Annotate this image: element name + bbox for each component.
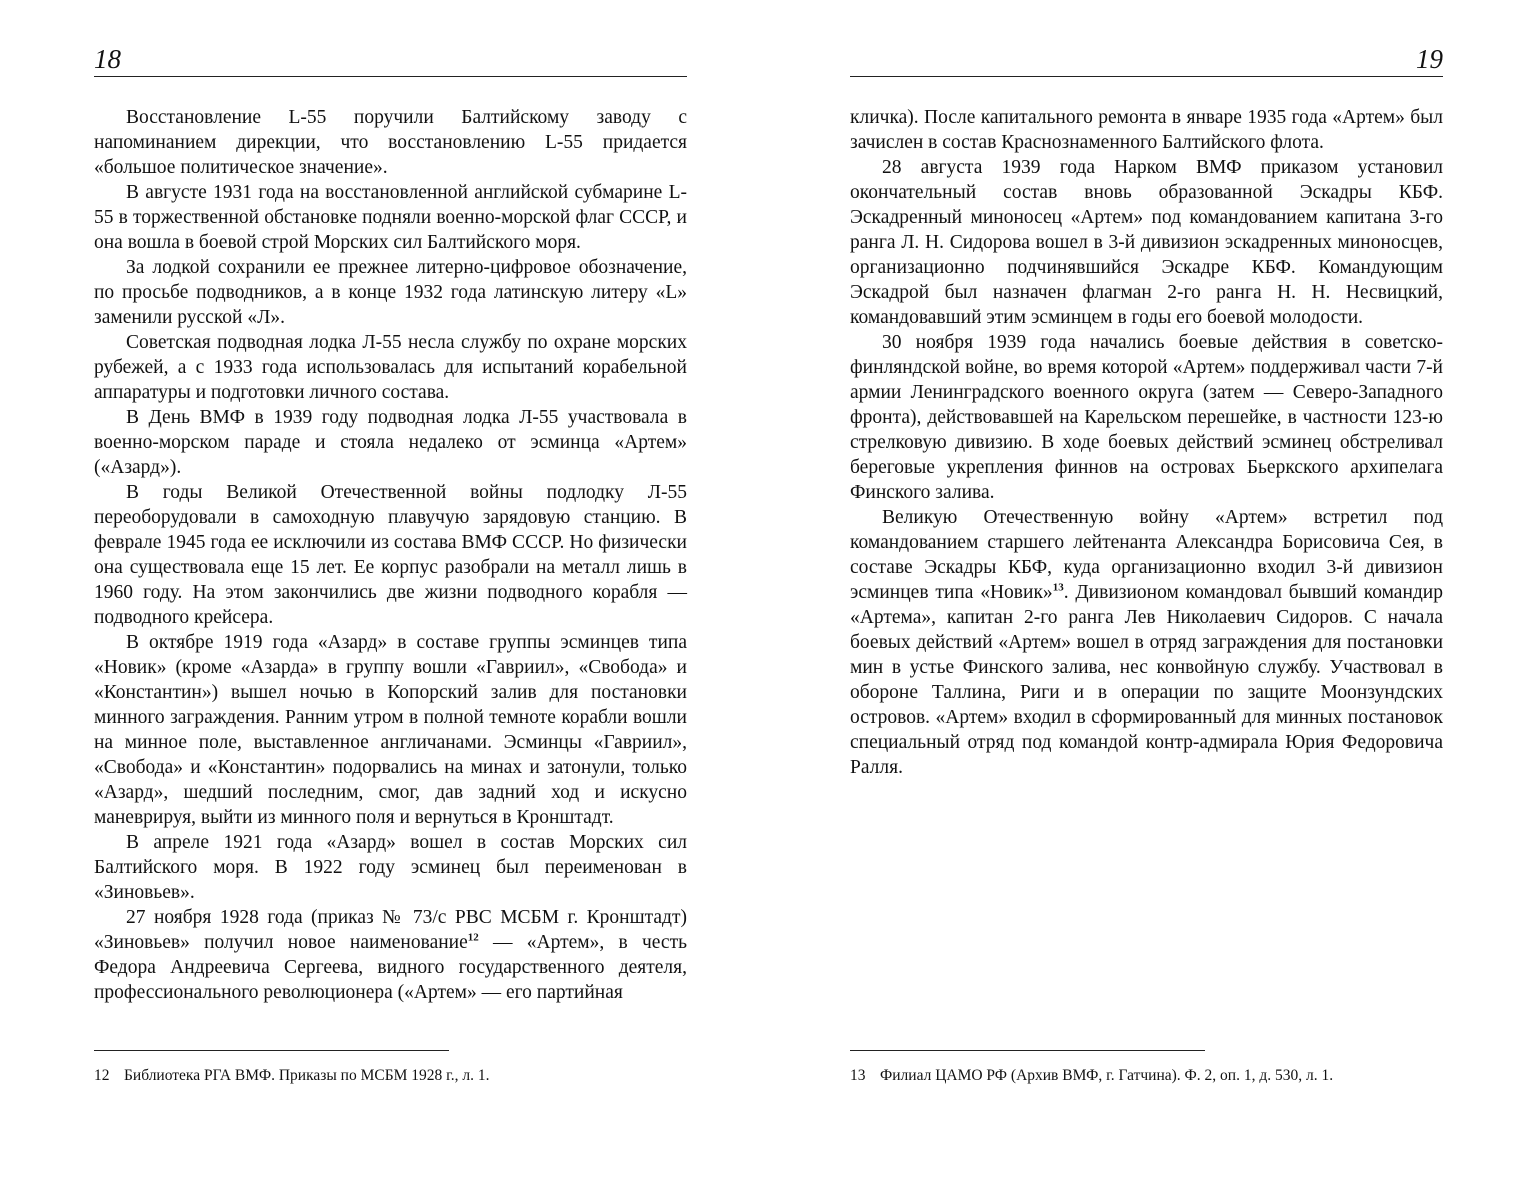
right-page — [850, 0, 1443, 1182]
paragraph-with-footnote-ref — [94, 905, 687, 1005]
footnote-number: 12 — [94, 1067, 110, 1084]
header-rule-right — [850, 76, 1443, 77]
page-number-left: 18 — [94, 44, 121, 74]
footnote-right — [850, 1066, 1443, 1086]
left-page — [94, 0, 687, 1182]
page-number-right: 19 — [1416, 44, 1443, 74]
paragraph: За лодкой сохранили ее прежнее литерно-цифровое обозначение, по просьбе подводников, а в конце 1932 года латинскую литеру «L» заменили русской «Л». — [94, 257, 687, 328]
footnote-text: Библиотека РГА ВМФ. Приказы по МСБМ 1928 г., л. 1. — [124, 1067, 490, 1084]
header-rule-left — [94, 76, 687, 77]
footnote-rule-right — [850, 1050, 1205, 1051]
footnote-ref-12[interactable]: 12 — [467, 931, 479, 944]
footnote-left — [94, 1066, 687, 1086]
paragraph: 30 ноября 1939 года начались боевые действия в советско-финляндской войне, во время которой «Артем» поддерживал части 7-й армии Ленинградского военного округа (затем — Северо-Западного фронта), действовавшей на Карельском перешейке, в частности 123-ю стрелковую дивизию. В ходе боевых действий эсминец обстреливал береговые укрепления финнов на островах Бьеркского архипелага Финского залива. — [850, 332, 1443, 503]
paragraph: В годы Великой Отечественной войны подлодку Л-55 переоборудовали в самоходную плавучую зарядовую станцию. В феврале 1945 года ее исключили из состава ВМФ СССР. Но физически она существовала еще 15 лет. Ее корпус разобрали на металл лишь в 1960 году. На этом закончились две жизни подводного корабля — подводного крейсера. — [94, 482, 687, 628]
paragraph: В августе 1931 года на восстановленной английской субмарине L-55 в торжественной обстановке подняли военно-морской флаг СССР, и она вошла в боевой строй Морских сил Балтийского моря. — [94, 182, 687, 253]
footnote-ref-13[interactable]: 13 — [1052, 581, 1064, 594]
paragraph: В День ВМФ в 1939 году подводная лодка Л-55 участвовала в военно-морском параде и стояла недалеко от эсминца «Артем» («Азард»). — [94, 407, 687, 478]
paragraph: Восстановление L-55 поручили Балтийскому заводу с напоминанием дирекции, что восстановлению L-55 придается «большое политическое значение». — [94, 107, 687, 178]
paragraph: В апреле 1921 года «Азард» вошел в состав Морских сил Балтийского моря. В 1922 году эсминец был переименован в «Зиновьев». — [94, 832, 687, 903]
paragraph-text-after-ref: — «Артем», в честь Федора Андреевича Сергеева, видного государственного деятеля, профессионального революционера («Артем» — его партийная — [94, 932, 687, 1003]
paragraph: 28 августа 1939 года Нарком ВМФ приказом установил окончательный состав вновь образованной Эскадры КБФ. Эскадренный миноносец «Артем» под командованием капитана 3-го ранга Л. Н. Сидорова вошел в 3-й дивизион эскадренных миноносцев, организационно подчинявшийся Эскадре КБФ. Командующим Эскадрой был назначен флагман 2-го ранга Н. Н. Несвицкий, командовавший этим эсминцем в годы его боевой молодости. — [850, 157, 1443, 328]
body-text-left — [94, 105, 687, 1005]
footnote-number: 13 — [850, 1067, 866, 1084]
footnote-text: Филиал ЦАМО РФ (Архив ВМФ, г. Гатчина). Ф. 2, оп. 1, д. 530, л. 1. — [880, 1067, 1334, 1084]
paragraph: Советская подводная лодка Л-55 несла службу по охране морских рубежей, а с 1933 года использовалась для испытаний корабельной аппаратуры и подготовки личного состава. — [94, 332, 687, 403]
paragraph-text-after-ref: . Дивизионом командовал бывший командир «Артема», капитан 2-го ранга Лев Николаевич Сидоров. С начала боевых действий «Артем» вошел в отряд заграждения для постановки мин в устье Финского залива, нес конвойную службу. Участвовал в обороне Таллина, Риги и в операции по защите Моонзундских островов. «Артем» входил в сформированный для минных постановок специальный отряд под командой контр-адмирала Юрия Федоровича Ралля. — [850, 582, 1443, 778]
paragraph-with-footnote-ref — [850, 505, 1443, 780]
paragraph-text-before-ref: Великую Отечественную войну «Артем» встретил под командованием старшего лейтенанта Александра Борисовича Сея, в составе Эскадры КБФ, куда организационно входил 3-й дивизион эсминцев типа «Новик» — [850, 507, 1443, 603]
paragraph-continuation: кличка). После капитального ремонта в январе 1935 года «Артем» был зачислен в состав Краснознаменного Балтийского флота. — [850, 107, 1443, 153]
paragraph: В октябре 1919 года «Азард» в составе группы эсминцев типа «Новик» (кроме «Азарда» в группу вошли «Гавриил», «Свобода» и «Константин») вышел ночью в Копорский залив для постановки минного заграждения. Ранним утром в полной темноте корабли вошли на минное поле, выставленное англичанами. Эсминцы «Гавриил», «Свобода» и «Константин» подорвались на минах и затонули, только «Азард», шедший последним, смог, дав задний ход и искусно маневрируя, выйти из минного поля и вернуться в Кронштадт. — [94, 632, 687, 828]
footnote-rule-left — [94, 1050, 449, 1051]
paragraph-text-before-ref: 27 ноября 1928 года (приказ № 73/с РВС МСБМ г. Кронштадт) «Зиновьев» получил новое наименование — [94, 907, 687, 953]
body-text-right — [850, 105, 1443, 780]
